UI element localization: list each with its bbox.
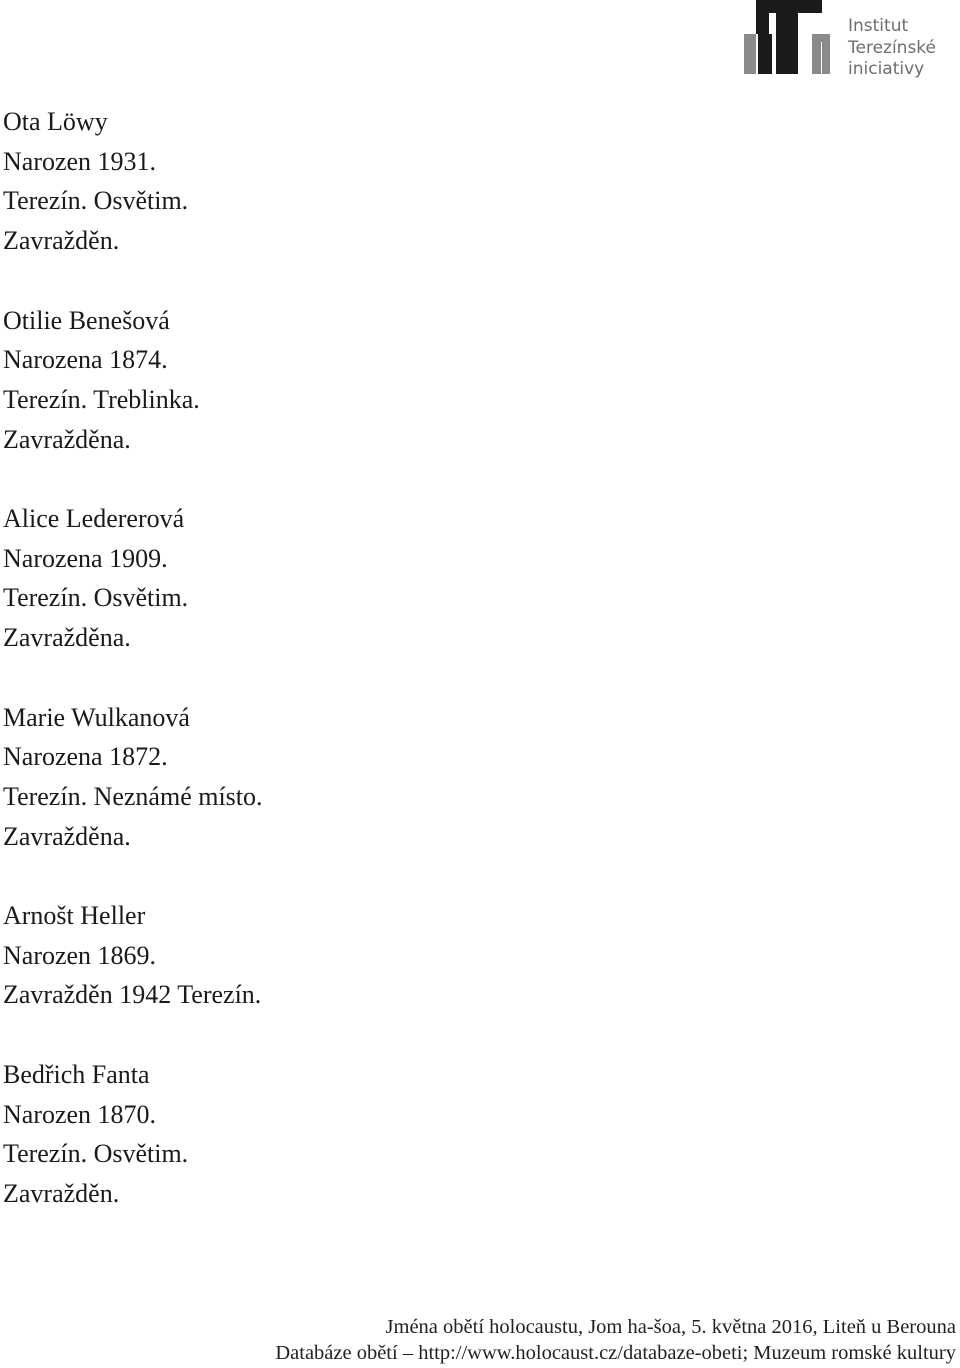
victim-places: Terezín. Osvětim. — [3, 186, 189, 216]
victim-name: Arnošt Heller — [3, 901, 146, 930]
victim-birth: Narozen 1870. — [3, 1099, 157, 1129]
victim-fate: Zavražděna. — [3, 424, 131, 454]
victim-fate: Zavražděna. — [3, 623, 131, 653]
victim-name: Marie Wulkanová — [3, 702, 190, 732]
logo-wordmark — [848, 16, 936, 81]
victim-name: Otilie Benešová — [3, 305, 170, 335]
victim-birth: Narozen 1869. — [3, 940, 157, 970]
victim-entry — [3, 698, 903, 857]
victim-list — [3, 102, 903, 1253]
victim-places: Terezín. Osvětim. — [3, 1139, 189, 1169]
victim-birth: Narozena 1909. — [3, 543, 168, 573]
victim-birth: Narozena 1874. — [3, 345, 168, 375]
victim-places: Terezín. Osvětim. — [3, 583, 189, 613]
victim-name: Bedřich Fanta — [3, 1059, 150, 1089]
victim-places: Terezín. Treblinka. — [3, 384, 200, 414]
logo-line-3: iniciativy — [848, 59, 925, 79]
logo-line-1: Institut — [848, 16, 909, 36]
victim-entry — [3, 499, 903, 658]
victim-birth: Narozen 1931. — [3, 146, 157, 176]
victim-name: Ota Löwy — [3, 107, 108, 136]
logo-line-2: Terezínské — [848, 37, 937, 58]
victim-fate: Zavražděn. — [3, 1178, 120, 1208]
victim-name: Alice Ledererová — [3, 504, 185, 533]
victim-fate: Zavražděna. — [3, 821, 131, 851]
victim-fate: Zavražděn. — [3, 226, 120, 256]
victim-entry — [3, 1055, 903, 1214]
footer-event-line: Jména obětí holocaustu, Jom ha-šoa, 5. května 2016, Liteň u Berouna — [385, 1316, 956, 1338]
victim-birth: Narozena 1872. — [3, 742, 168, 772]
institute-logo — [744, 0, 960, 80]
victim-places: Terezín. Neznámé místo. — [3, 781, 263, 811]
iti-monogram-icon — [744, 0, 834, 78]
victim-fate: Zavražděn 1942 Terezín. — [3, 980, 262, 1010]
victim-entry — [3, 301, 903, 460]
victim-entry — [3, 896, 903, 1015]
page-footer — [56, 1314, 956, 1366]
footer-source-line: Databáze obětí – http://www.holocaust.cz/databaze-obeti; Muzeum romské kultury — [275, 1342, 956, 1364]
victim-entry — [3, 102, 903, 261]
